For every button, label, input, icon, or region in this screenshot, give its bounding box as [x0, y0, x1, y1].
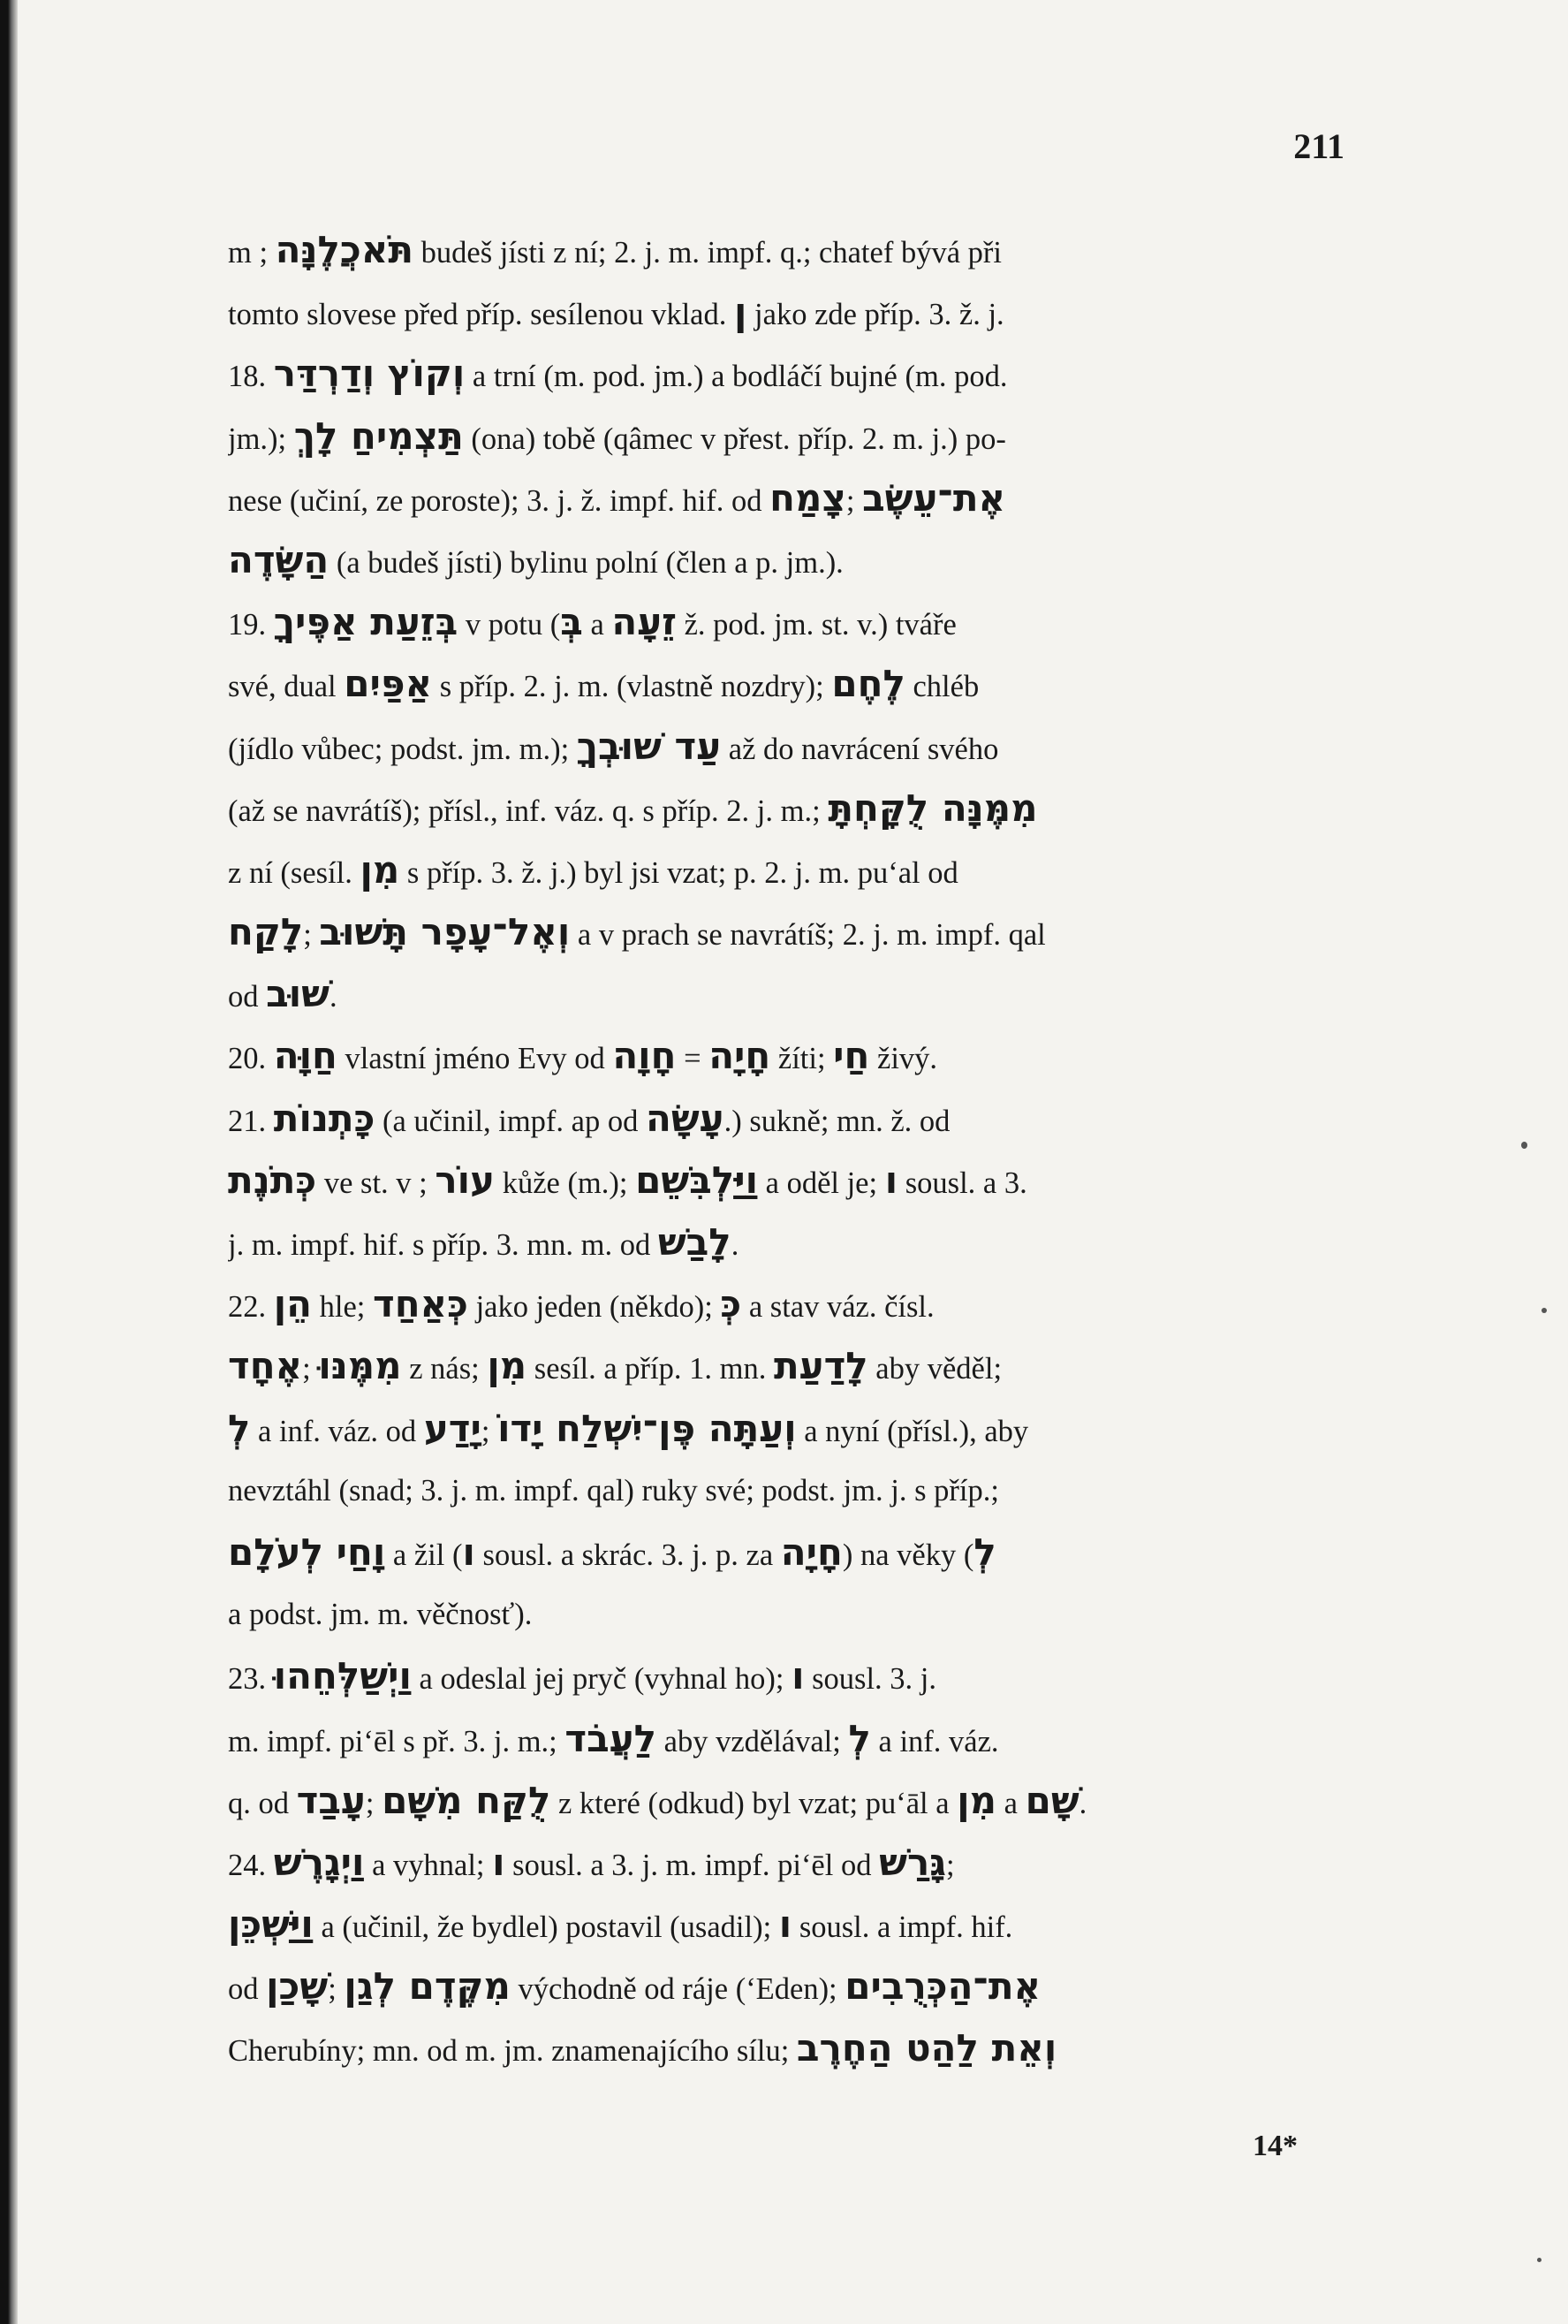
- czech-text: m ;: [228, 236, 276, 270]
- hebrew-word: לְ: [228, 1406, 251, 1450]
- hebrew-word: וְקוֹץ וְדַרְדַּר: [273, 352, 466, 396]
- hebrew-word: לְ: [973, 1530, 996, 1574]
- czech-text: 20.: [228, 1042, 274, 1076]
- text-line: [228, 1522, 1350, 1584]
- czech-text: z nás;: [401, 1352, 488, 1386]
- czech-text: a nyní (přísl.), aby: [796, 1414, 1029, 1448]
- hebrew-word: שָׁם: [1025, 1778, 1079, 1822]
- czech-text: hle;: [312, 1290, 374, 1325]
- czech-text: ;: [946, 1848, 955, 1882]
- czech-text: ;: [845, 483, 863, 518]
- text-line: [228, 778, 1350, 839]
- czech-text: Cherubíny; mn. od m. jm. znamenajícího sílu;: [228, 2034, 797, 2069]
- czech-text: od: [228, 1972, 267, 2007]
- czech-text: kůže (m.);: [495, 1166, 636, 1200]
- czech-text: a inf. váz.: [870, 1724, 999, 1758]
- hebrew-word: עוֹר: [435, 1158, 496, 1202]
- hebrew-word: וַיְשַׁלְּחֵהוּ: [273, 1654, 412, 1698]
- hebrew-word: מִמֶּנּוּ: [318, 1344, 402, 1388]
- print-speck: [1541, 1308, 1547, 1313]
- czech-text: (jídlo vůbec; podst. jm. m.);: [228, 732, 577, 766]
- czech-text: (ona) tobě (qâmec v přest. příp. 2. m. j.) po-: [463, 422, 1006, 456]
- hebrew-word: מִקֶּדֶם לְגַן: [344, 1964, 511, 2009]
- czech-text: a: [582, 608, 612, 642]
- czech-text: aby vzdělával;: [656, 1724, 849, 1758]
- czech-text: 24.: [228, 1848, 274, 1882]
- hebrew-word: זֵעָה: [611, 600, 677, 644]
- czech-text: ;: [328, 1972, 345, 2007]
- text-line: [228, 529, 1350, 591]
- hebrew-word: צָמַח: [769, 475, 846, 520]
- czech-text: sousl. a 3.: [898, 1166, 1027, 1200]
- hebrew-word: חַוָּה: [273, 1034, 337, 1078]
- czech-text: sousl. a skrác. 3. j. p. za: [474, 1538, 781, 1572]
- czech-text: živý.: [869, 1042, 938, 1076]
- czech-text: ž. pod. jm. st. v.) tváře: [676, 608, 957, 642]
- czech-text: a trní (m. pod. jm.) a bodláčí bujné (m. pod.: [465, 360, 1008, 394]
- hebrew-word: לָדַעַת: [773, 1344, 868, 1388]
- czech-text: a podst. jm. m. věčnosť).: [228, 1598, 533, 1632]
- czech-text: ;: [365, 1786, 383, 1820]
- hebrew-word: וְאֶל־עָפָר תָּשׁוּב: [319, 910, 571, 954]
- czech-text: =: [676, 1042, 709, 1076]
- czech-text: jako zde příp. 3. ž. j.: [746, 298, 1004, 332]
- text-line: [228, 467, 1350, 529]
- czech-text: nevztáhl (snad; 3. j. m. impf. qal) ruky své; podst. jm. j. s příp.;: [228, 1473, 999, 1508]
- hebrew-word: וַיַּלְבִּשֵׁם: [635, 1158, 758, 1202]
- text-line: [228, 219, 1350, 281]
- czech-text: vlastní jméno Evy od: [337, 1042, 613, 1076]
- czech-text: sousl. a impf. hif.: [792, 1910, 1013, 1945]
- hebrew-word: אַפַּיִם: [344, 662, 433, 706]
- text-line: [228, 1211, 1350, 1273]
- czech-text: a vyhnal;: [364, 1848, 493, 1882]
- hebrew-word: חָיָה: [708, 1034, 771, 1078]
- hebrew-word: ו: [492, 1840, 505, 1884]
- czech-text: .: [330, 980, 337, 1014]
- czech-text: a oděl je;: [758, 1166, 885, 1200]
- czech-text: sousl. a 3. j. m. impf. pi‘ēl od: [504, 1848, 880, 1882]
- printer-signature-mark: 14*: [1253, 2130, 1298, 2162]
- hebrew-word: וְאֵת לַהַט הַחֶרֶב: [796, 2026, 1057, 2070]
- hebrew-word: תֹּאכֲלֶנָּה: [275, 228, 414, 271]
- czech-text: ;: [302, 1352, 319, 1386]
- text-line: [228, 716, 1350, 778]
- hebrew-word: גָּרַשׁ: [879, 1840, 946, 1884]
- text-line: [228, 963, 1350, 1025]
- hebrew-word: כְּאַחַד: [373, 1282, 468, 1326]
- text-line: [228, 591, 1350, 653]
- hebrew-word: תַּצְמִיחַ לָךְ: [293, 414, 464, 458]
- text-line: [228, 406, 1350, 467]
- text-line: [228, 1150, 1350, 1211]
- text-line: [228, 901, 1350, 963]
- czech-text: sousl. 3. j.: [804, 1662, 937, 1697]
- czech-text: s příp. 2. j. m. (vlastně nozdry);: [432, 670, 832, 704]
- czech-text: jm.);: [228, 422, 294, 456]
- page-number: 211: [1293, 126, 1345, 166]
- hebrew-word: ו: [462, 1530, 475, 1574]
- text-line: [228, 653, 1350, 715]
- hebrew-word: הַשָּׂדֶה: [228, 537, 330, 581]
- page-text: [228, 219, 1350, 2080]
- print-speck: [1537, 2258, 1541, 2262]
- czech-text: ve st. v ;: [316, 1166, 436, 1200]
- hebrew-word: בְּזֵעַת אַפֶּיךָ: [273, 600, 458, 644]
- text-line: [228, 1645, 1350, 1707]
- czech-text: aby věděl;: [867, 1352, 1003, 1386]
- czech-text: východně od ráje (‘Eden);: [510, 1972, 845, 2007]
- text-line: [228, 1956, 1350, 2017]
- hebrew-word: אֶת־עֵשֶׂב: [862, 475, 1006, 520]
- czech-text: a (učinil, že bydlel) postavil (usadil);: [313, 1910, 779, 1945]
- hebrew-word: לָבַשׁ: [657, 1220, 731, 1264]
- text-line: [228, 281, 1350, 343]
- text-line: [228, 1894, 1350, 1956]
- hebrew-word: בְּ: [560, 600, 583, 644]
- text-line: [228, 1708, 1350, 1770]
- text-line: [228, 2017, 1350, 2079]
- czech-text: (a budeš jísti) bylinu polní (člen a p. jm.).: [329, 545, 844, 580]
- book-binding-edge: [0, 0, 18, 2324]
- hebrew-word: חָוָה: [612, 1034, 677, 1078]
- czech-text: tomto slovese před příp. sesílenou vklad.: [228, 298, 734, 332]
- text-line: [228, 1770, 1350, 1832]
- czech-text: 23.: [228, 1662, 274, 1697]
- czech-text: 19.: [228, 608, 274, 642]
- hebrew-word: חַי: [833, 1034, 870, 1078]
- hebrew-word: מִן: [957, 1778, 996, 1822]
- czech-text: j. m. impf. hif. s příp. 3. mn. m. od: [228, 1228, 658, 1262]
- text-line: [228, 839, 1350, 901]
- hebrew-word: לֶחֶם: [831, 662, 905, 706]
- czech-text: .: [731, 1228, 739, 1262]
- czech-text: .: [1079, 1786, 1087, 1820]
- hebrew-word: לָקַח: [228, 910, 304, 954]
- czech-text: a odeslal jej pryč (vyhnal ho);: [411, 1662, 792, 1697]
- czech-text: ;: [303, 918, 320, 953]
- hebrew-word: מִן: [487, 1344, 527, 1388]
- czech-text: (až se navrátíš); přísl., inf. váz. q. s příp. 2. j. m.;: [228, 794, 829, 828]
- hebrew-word: ו: [792, 1654, 805, 1698]
- hebrew-word: ו: [778, 1902, 792, 1947]
- czech-text: a v prach se navrátíš; 2. j. m. impf. qal: [570, 918, 1046, 953]
- czech-text: a stav váz. čísl.: [741, 1290, 935, 1325]
- czech-text: z ní (sesíl.: [228, 855, 360, 890]
- czech-text: od: [228, 980, 267, 1014]
- czech-text: q. od: [228, 1786, 297, 1820]
- czech-text: jako jeden (někdo);: [467, 1290, 721, 1325]
- text-line: [228, 1088, 1350, 1150]
- czech-text: 21.: [228, 1104, 274, 1138]
- print-speck: [1521, 1142, 1527, 1149]
- hebrew-word: לְ: [848, 1716, 871, 1760]
- czech-text: žíti;: [770, 1042, 834, 1076]
- czech-text: chléb: [905, 670, 980, 704]
- czech-text: nese (učiní, ze poroste); 3. j. ž. impf. hif. od: [228, 483, 770, 518]
- hebrew-word: כְּ: [720, 1282, 742, 1326]
- hebrew-word: שָׁכַן: [266, 1964, 329, 2009]
- text-line: [228, 1025, 1350, 1087]
- hebrew-word: עָבַד: [296, 1778, 366, 1822]
- hebrew-word: מִן: [360, 847, 400, 892]
- hebrew-word: לַעֲבֹד: [564, 1716, 657, 1760]
- hebrew-word: יָדַע: [423, 1406, 481, 1450]
- czech-text: své, dual: [228, 670, 345, 704]
- hebrew-word: הֵן: [273, 1282, 313, 1326]
- czech-text: budeš jísti z ní; 2. j. m. impf. q.; chatef bývá při: [413, 236, 1002, 270]
- hebrew-word: אֶחָד: [228, 1344, 303, 1388]
- czech-text: ;: [481, 1414, 498, 1448]
- czech-text: s příp. 3. ž. j.) byl jsi vzat; p. 2. j. m. pu‘al od: [399, 855, 958, 890]
- text-line: [228, 1584, 1350, 1645]
- text-line: [228, 343, 1350, 405]
- czech-text: ) na věky (: [842, 1538, 974, 1572]
- text-line: [228, 1398, 1350, 1460]
- hebrew-word: וָחַי לְעֹלָם: [228, 1530, 386, 1574]
- czech-text: m. impf. pi‘ēl s př. 3. j. m.;: [228, 1724, 565, 1758]
- czech-text: z které (odkud) byl vzat; pu‘āl a: [550, 1786, 958, 1820]
- czech-text: v potu (: [458, 608, 561, 642]
- hebrew-word: וַיַּשְׁכֵּן: [228, 1902, 314, 1947]
- hebrew-word: כָּתְנוֹת: [273, 1096, 375, 1140]
- hebrew-word: כְּתֹנֶת: [228, 1158, 317, 1202]
- czech-text: až do navrácení svého: [721, 732, 999, 766]
- text-line: [228, 1460, 1350, 1522]
- czech-text: .) sukně; mn. ž. od: [723, 1104, 951, 1138]
- text-line: [228, 1335, 1350, 1397]
- hebrew-word: חָיָה: [780, 1530, 843, 1574]
- text-line: [228, 1832, 1350, 1894]
- hebrew-word: עַד שׁוּבְךָ: [576, 724, 722, 768]
- hebrew-word: וְעַתָּה פֶּן־יִשְׁלַח יָדוֹ: [497, 1406, 797, 1450]
- czech-text: 18.: [228, 360, 274, 394]
- hebrew-word: וַיְגָרֶשׁ: [273, 1840, 365, 1884]
- czech-text: a inf. váz. od: [250, 1414, 424, 1448]
- hebrew-word: שׁוּב: [266, 972, 330, 1016]
- czech-text: a: [996, 1786, 1026, 1820]
- hebrew-word: אֶת־הַכְּרֻבִים: [845, 1964, 1042, 2009]
- czech-text: sesíl. a příp. 1. mn.: [526, 1352, 774, 1386]
- czech-text: 22.: [228, 1290, 274, 1325]
- czech-text: a žil (: [385, 1538, 463, 1572]
- hebrew-word: מִמֶּנָּה לֻקָּחְתָּ: [828, 786, 1038, 830]
- text-line: [228, 1273, 1350, 1335]
- hebrew-word: לֻקַּח מִשָּׁם: [382, 1778, 551, 1822]
- czech-text: (a učinil, impf. ap od: [375, 1104, 646, 1138]
- hebrew-word: ו: [884, 1158, 898, 1202]
- hebrew-word: ן: [734, 290, 747, 334]
- hebrew-word: עָשָׂה: [645, 1096, 724, 1140]
